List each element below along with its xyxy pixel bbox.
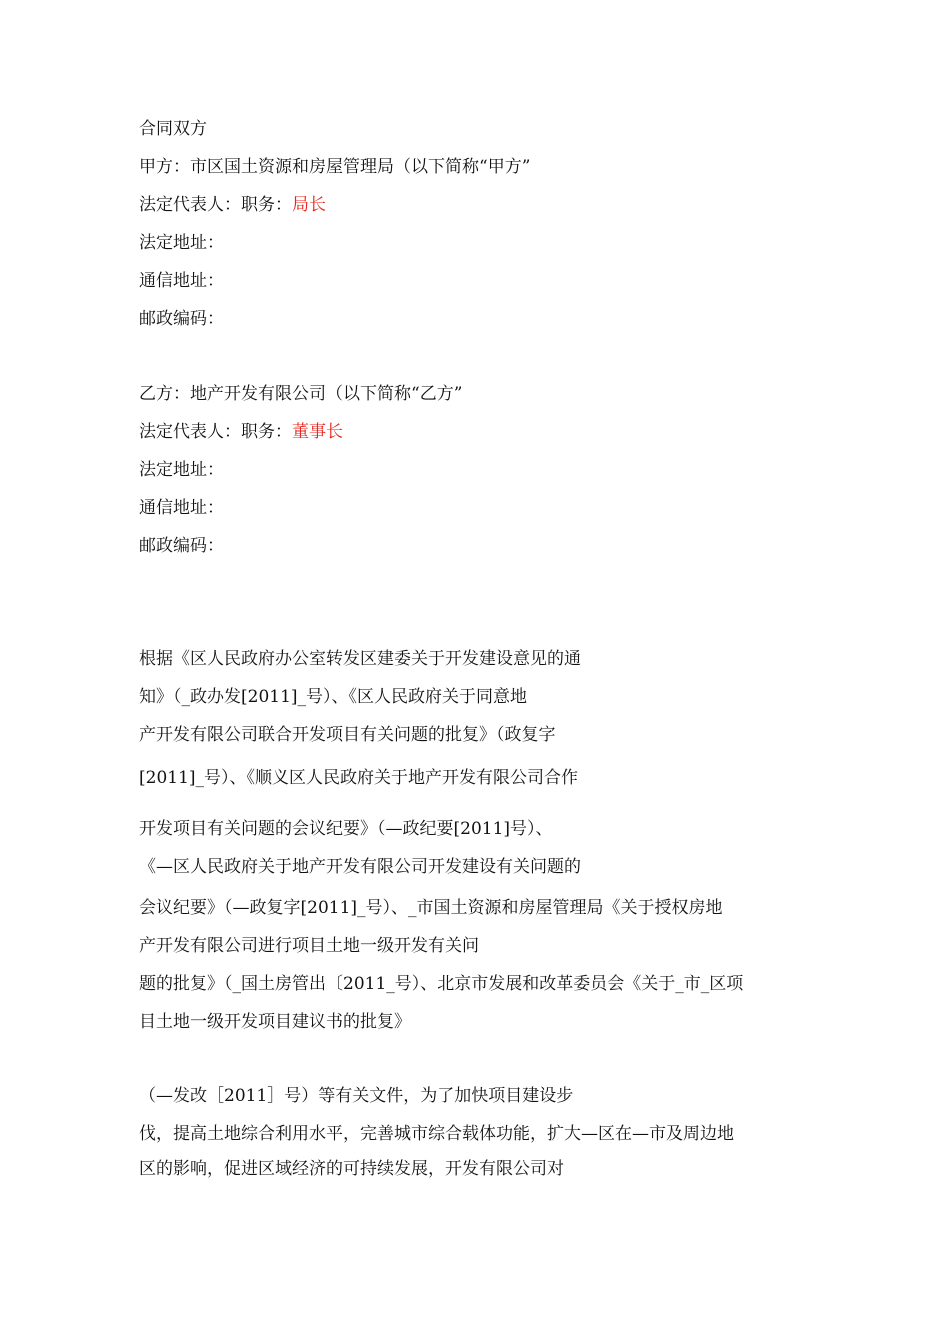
party-a-line: 甲方：市区国土资源和房屋管理局（以下简称“甲方”	[139, 157, 531, 177]
body-line: 目土地一级开发项目建议书的批复》	[139, 1012, 411, 1032]
party-b-legal-address: 法定地址：	[139, 460, 224, 480]
body-line: 会议纪要》（—政复字[2011]_号）、_市国土资源和房屋管理局《关于授权房地	[139, 898, 723, 918]
party-a-postal-code: 邮政编码：	[139, 309, 224, 329]
party-b-rep-label: 法定代表人：职务：	[139, 422, 292, 442]
body-line: 《—区人民政府关于地产开发有限公司开发建设有关问题的	[139, 857, 581, 877]
party-a-representative	[139, 194, 326, 216]
body-line: 题的批复》（_国土房管出〔2011_号）、北京市发展和改革委员会《关于_市_区项	[139, 974, 744, 994]
body-line: 根据《区人民政府办公室转发区建委关于开发建设意见的通	[139, 649, 581, 669]
body-line: 区的影响，促进区域经济的可持续发展，开发有限公司对	[139, 1159, 564, 1179]
party-a-rep-title: 局长	[292, 195, 326, 215]
party-a-mail-address: 通信地址：	[139, 271, 224, 291]
party-a-rep-label: 法定代表人：职务：	[139, 195, 292, 215]
party-b-representative	[139, 421, 343, 443]
party-a-legal-address: 法定地址：	[139, 233, 224, 253]
party-b-mail-address: 通信地址：	[139, 498, 224, 518]
body-line: 知》（_政办发[2011]_号）、《区人民政府关于同意地	[139, 687, 528, 707]
party-b-postal-code: 邮政编码：	[139, 536, 224, 556]
section-title: 合同双方	[139, 119, 207, 139]
body-line: （—发改［2011］号）等有关文件，为了加快项目建设步	[139, 1086, 574, 1106]
body-line: 产开发有限公司进行项目土地一级开发有关问	[139, 936, 479, 956]
body-line: 开发项目有关问题的会议纪要》（—政纪要[2011]号）、	[139, 819, 553, 839]
party-b-rep-title: 董事长	[292, 422, 343, 442]
body-line: 伐，提高土地综合利用水平，完善城市综合载体功能，扩大—区在—市及周边地	[139, 1124, 734, 1144]
body-line: [2011]_号）、《顺义区人民政府关于地产开发有限公司合作	[139, 768, 579, 788]
party-b-line: 乙方：地产开发有限公司（以下简称“乙方”	[139, 384, 463, 404]
body-line: 产开发有限公司联合开发项目有关问题的批复》（政复字	[139, 725, 556, 745]
